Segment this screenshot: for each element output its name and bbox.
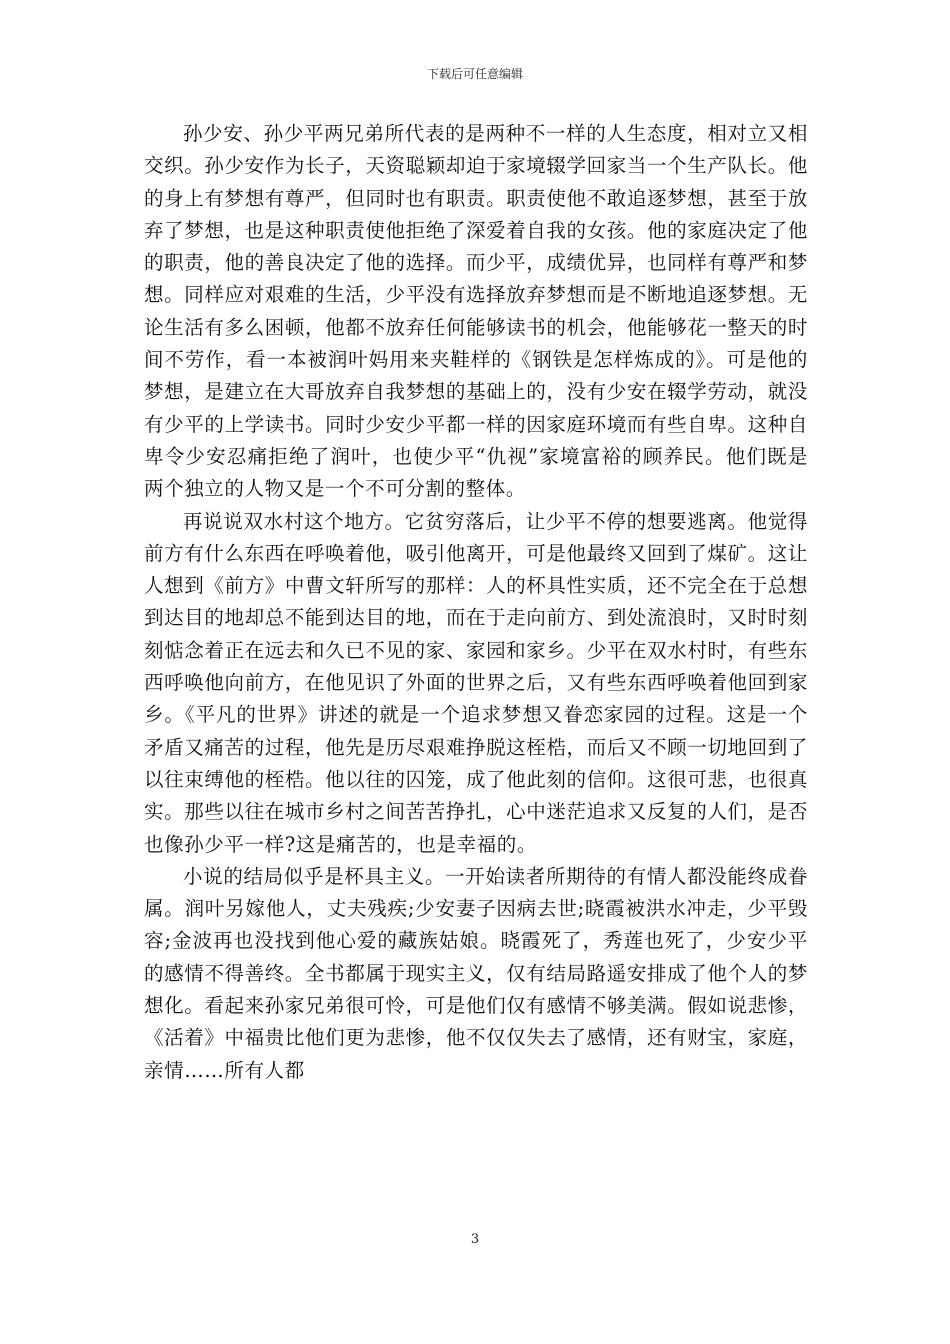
page-number: 3 xyxy=(470,1232,480,1247)
paragraph-2: 再说说双水村这个地方。它贫穷落后，让少平不停的想要逃离。他觉得前方有什么东西在呼唤着他，吸引他离开，可是他最终又回到了煤矿。这让人想到《前方》中曹文轩所写的那样：人的杯具性实质，还不完全在于总想到达目的地却总不能到达目的地，而在于走向前方、到处流浪时，又时时刻刻惦念着正在远去和久已不见的家、家园和家乡。少平在双水村时，有些东西呼唤他向前方，在他见识了外面的世界之后，又有些东西呼唤着他回到家乡。《平凡的世界》讲述的就是一个追求梦想又眷恋家园的过程。这是一个矛盾又痛苦的过程，他先是历尽艰难挣脱这桎梏，而后又不顾一切地回到了以往束缚他的桎梏。他以往的囚笼，成了他此刻的信仰。这很可悲，也很真实。那些以往在城市乡村之间苦苦挣扎，心中迷茫追求又反复的人们，是否也像孙少平一样?这是痛苦的，也是幸福的。 xyxy=(144,509,808,856)
paragraph-1: 孙少安、孙少平两兄弟所代表的是两种不一样的人生态度，相对立又相交织。孙少安作为长子，天资聪颖却迫于家境辍学回家当一个生产队长。他的身上有梦想有尊严，但同时也有职责。职责使他不敢追逐梦想，甚至于放弃了梦想，也是这种职责使他拒绝了深爱着自我的女孩。他的家庭决定了他的职责，他的善良决定了他的选择。而少平，成绩优异，也同样有尊严和梦想。同样应对艰难的生活，少平没有选择放弃梦想而是不断地追逐梦想。无论生活有多么困顿，他都不放弃任何能够读书的机会，他能够花一整天的时间不劳作，看一本被润叶妈用来夹鞋样的《钢铁是怎样炼成的》。可是他的梦想，是建立在大哥放弃自我梦想的基础上的，没有少安在辍学劳动，就没有少平的上学读书。同时少安少平都一样的因家庭环境而有些自卑。这种自卑令少安忍痛拒绝了润叶，也使少平“仇视”家境富裕的顾养民。他们既是两个独立的人物又是一个不可分割的整体。 xyxy=(144,122,808,501)
paragraph-3: 小说的结局似乎是杯具主义。一开始读者所期待的有情人都没能终成眷属。润叶另嫁他人，丈夫残疾;少安妻子因病去世;晓霞被洪水冲走，少平毁容;金波再也没找到他心爱的藏族姑娘。晓霞死了，秀莲也死了，少安少平的感情不得善终。全书都属于现实主义，仅有结局路遥安排成了他个人的梦想化。看起来孙家兄弟很可怜，可是他们仅有感情不够美满。假如说悲惨，《活着》中福贵比他们更为悲惨，他不仅仅失去了感情，还有财宝，家庭，亲情……所有人都 xyxy=(144,864,808,1082)
page-header: 下载后可任意编辑 xyxy=(426,67,523,81)
document-body xyxy=(144,118,808,1087)
